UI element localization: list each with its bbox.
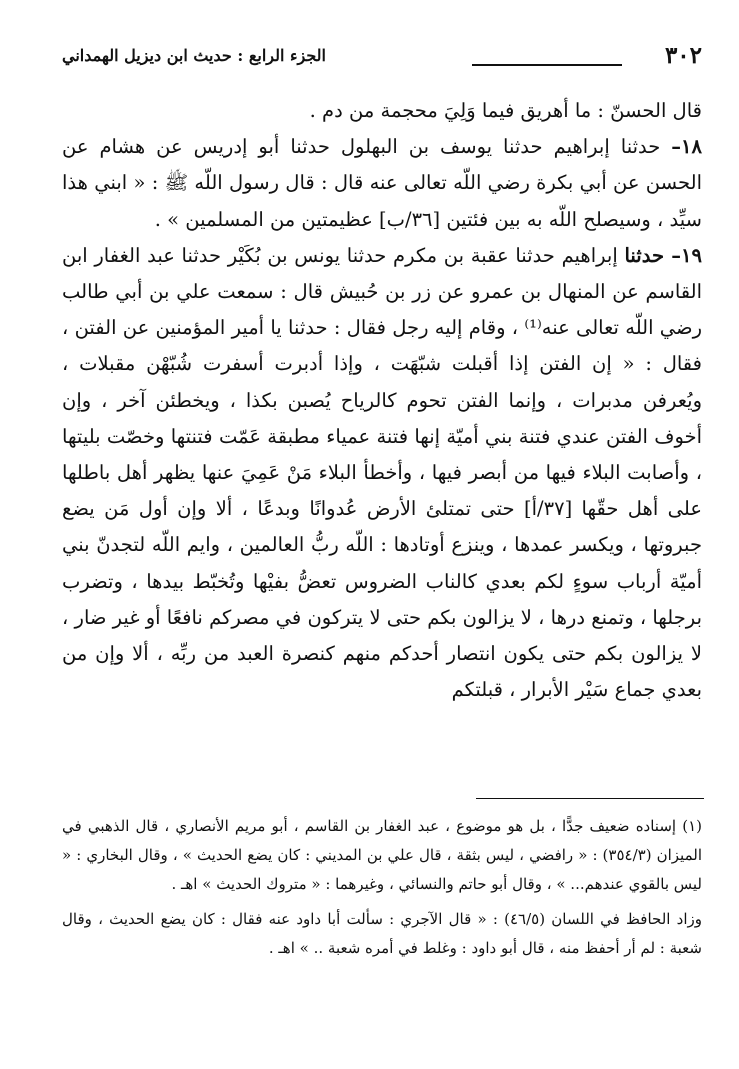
hadith-18 [62,129,702,238]
header-rule [472,64,622,66]
footnote-rule [476,798,704,799]
footnote-1-continued: وزاد الحافظ في اللسان (٤٦/٥) : « قال الآجري : سألت أبا داود عنه فقال : كان يضع الحديث ، وقال شعبة : لم أر أحفظ منه ، قال أبو داود : وغلط في أمره شعبة .. » اهـ . [62,910,702,957]
hadith-19-number: ١٩– حدثنا [624,243,702,267]
paragraph-1: قال الحسنّ : ما أهريق فيما وَلِيَ محجمة من دم . [309,99,702,122]
hadith-18-number: ١٨– [671,135,702,159]
hadith-19-text: إبراهيم حدثنا عقبة بن مكرم حدثنا يونس بن بُكَيْر حدثنا عبد الغفار ابن القاسم عن المنهال بن عمرو عن زر بن حُبيش قال : سمعت علي بن أبي طالب رضي اللّه تعالى عنه⁽¹⁾ ، وقام إليه رجل فقال : حدثنا يا أمير المؤمنين عن الفتن ، فقال : « إن الفتن إذا أقبلت شبّهَت ، وإذا أدبرت أسفرت شُبّهْن مقبلات ، ويُعرفن مدبرات ، وإنما الفتن تحوم كالرياح يُصبن بكذا ، ويخطئن آخر ، وإن أخوف الفتن عندي فتنة بني أميّة إنها فتنة عمياء مطبقة عَمّت فتنتها وخصّت بليتها ، وأصابت البلاء فيها من أبصر فيها ، وأخطأ البلاء مَنْ عَمِيَ عنها يظهر أهل باطلها على أهل حقّها [٣٧/أ] حتى تمتلئ الأرض عُدوانًا وبدعًا ، ألا وإن أول مَن يضع جبروتها ، ويكسر عمدها ، وينزع أوتادها : اللّه ربُّ العالمين ، وايم اللّه لتجدنّ بني أميّة أرباب سوءٍ لكم بعدي كالناب الضروس تعضُّ بفيْها وتُخبّط بيدها ، وتضرب برجلها ، وتمنع درها ، لا يزالون بكم حتى لا يتركون في مصركم نافعًا أو غير ضار ، لا يزالون بكم حتى يكون انتصار أحدكم منهم كنصرة العبد من ربِّه ، ألا وإن من بعدي جماع سَيْر الأبرار ، قبلتكم [62,243,703,702]
hadith-18-text: حدثنا إبراهيم حدثنا يوسف بن البهلول حدثنا أبو إدريس عن هشام عن الحسن عن أبي بكرة رضي اللّه تعالى عنه قال : قال رسول اللّه ﷺ : « ابني هذا سيِّد ، وسيصلح اللّه به بين فئتين [٣٦/ب] عظيمتين من المسلمين » . [62,135,702,231]
footnotes [62,812,702,963]
page-header [62,42,702,82]
page-number: ٣٠٢ [664,42,702,69]
running-head: الجزء الرابع : حديث ابن ديزيل الهمداني [62,46,326,65]
main-text [62,93,702,708]
hadith-19 [62,238,702,709]
footnote-1: (١) إسناده ضعيف جدًّا ، بل هو موضوع ، عبد الغفار بن القاسم ، أبو مريم الأنصاري ، قال الذهبي في الميزان (٣٥٤/٣) : « رافضي ، ليس بثقة ، قال علي بن المديني : كان يضع الحديث » ، وقال البخاري : « ليس بالقوي عندهم... » ، وقال أبو حاتم والنسائي ، وغيرهما : « متروك الحديث » اهـ . [62,817,702,893]
